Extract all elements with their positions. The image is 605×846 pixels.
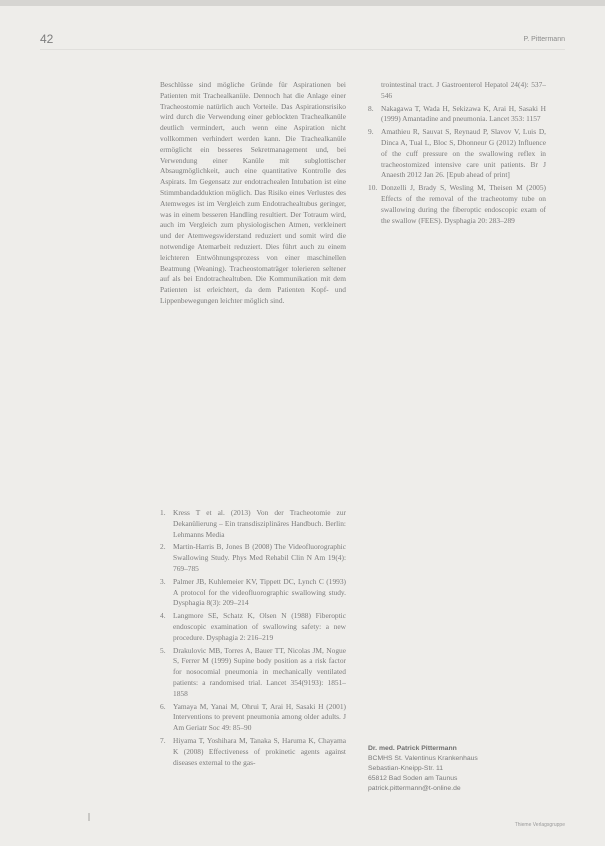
reference-number: 9. xyxy=(368,127,374,137)
header-bar xyxy=(0,0,605,6)
reference-text: Nakagawa T, Wada H, Sekizawa K, Arai H, Sasaki H (1999) Amantadine and pneumonia. Lancet 353: 1157 xyxy=(381,103,546,124)
reference-text: Palmer JB, Kuhlemeier KV, Tippett DC, Lynch C (1993) A protocol for the videofluorographic swallowing study. Dysphagia 8(3): 209–214 xyxy=(173,576,346,608)
footer-mark xyxy=(88,813,90,821)
author-address-line: BCMHS St. Valentinus Krankenhaus xyxy=(368,755,478,762)
reference-item xyxy=(160,577,346,609)
reference-number: 3. xyxy=(160,576,166,586)
author-address-line: patrick.pittermann@t-online.de xyxy=(368,785,461,792)
reference-text: Yamaya M, Yanai M, Ohrui T, Arai H, Sasaki H (2001) Interventions to prevent pneumonia among older adults. J Am Geriatr Soc 49: 85–90 xyxy=(173,701,346,733)
reference-item xyxy=(368,127,546,181)
reference-number: 5. xyxy=(160,645,166,655)
reference-text: Donzelli J, Brady S, Wesling M, Theisen M (2005) Effects of the removal of the tracheotomy tube on swallowing during the fiberoptic endoscopic exam of the swallow (FEES). Dysphagia 20: 283–289 xyxy=(381,183,546,225)
references-list-left xyxy=(160,508,346,768)
reference-number: 10. xyxy=(368,183,378,193)
reference-item xyxy=(368,80,546,102)
reference-text: Hiyama T, Yoshihara M, Tanaka S, Haruma K, Chayama K (2008) Effectiveness of prokinetic agents against diseases external to the gas- xyxy=(173,735,346,767)
author-name: Dr. med. Patrick Pittermann xyxy=(368,745,457,752)
reference-number: 4. xyxy=(160,611,166,621)
reference-text: Drakulovic MB, Torres A, Bauer TT, Nicolas JM, Nogue S, Ferrer M (1999) Supine body position as a risk factor for nosocomial pneumonia in mechanically ventilated patients: a randomised trial. Lancet 354(9193): 1851–1858 xyxy=(173,645,346,698)
author-address-block xyxy=(368,744,548,794)
running-head: P. Pittermann xyxy=(523,36,565,43)
body-text-column xyxy=(160,80,346,307)
reference-item xyxy=(160,646,346,700)
reference-number: 8. xyxy=(368,103,374,113)
author-address-lines xyxy=(368,754,548,794)
reference-number: 6. xyxy=(160,701,166,711)
reference-text: Langmore SE, Schatz K, Olsen N (1988) Fiberoptic endoscopic examination of swallowing safety: a new procedure. Dysphagia 2: 216–219 xyxy=(173,611,346,642)
footer-text: Thieme Verlagsgruppe xyxy=(514,822,565,828)
references-right-column xyxy=(368,80,546,228)
reference-item xyxy=(160,508,346,540)
reference-text: trointestinal tract. J Gastroenterol Hepatol 24(4): 537–546 xyxy=(381,80,546,100)
reference-text: Amathieu R, Sauvat S, Reynaud P, Slavov V, Luis D, Dinca A, Tual L, Bloc S, Dhonneur G (2012) Influence of the cuff pressure on the swallowing reflex in tracheostomized intensive care unit patients. Br J Anaesth 2012 Jan 26. [Epub ahead of print] xyxy=(381,127,546,180)
body-paragraph: Beschlüsse sind mögliche Gründe für Aspirationen bei Patienten mit Trachealkanüle. Dennoch hat die Anlage einer Tracheostomie natürlich auch Vorteile. Das Aspirationsrisiko wird durch die Verwendung einer geblockten Trachealkanüle deutlich vermindert, auch wenn eine Aspiration nicht vollkommen verhindert werden kann. Die Trachealkanüle ermöglicht ein besseres Sekretmanagement und, bei Verwendung einer Kanüle mit subglottischer Absaugmöglichkeit, auch eine quantitative Kontrolle des Aspirats. Im Gegensatz zur endotrachealen Intubation ist eine Stimmbandadduktion möglich. Das Risiko eines Verlustes des Atemweges ist im Vergleich zum Endotrachealtubus geringer, was in einem besseren Handling resultiert. Der Totraum wird, auch im Vergleich zum physiologischen Atmen, verkleinert und der Atemwegswiderstand reduziert und somit wird die notwendige Atemarbeit reduziert. Dies führt auch zu einem leichteren Entwöhnungsprozess von einer maschinellen Beatmung (Weaning). Tracheostomaträger tolerieren seltener auf als bei Endotrachealtuben. Die Kommunikation mit dem Patienten ist erleichtert, da dem Patienten Kopf- und Lippenbewegungen leichter möglich sind. xyxy=(160,80,346,305)
reference-item xyxy=(368,104,546,126)
reference-number: 7. xyxy=(160,735,166,745)
reference-text: Martin-Harris B, Jones B (2008) The Videofluorographic Swallowing Study. Phys Med Rehabil Clin N Am 19(4): 769–785 xyxy=(173,542,346,573)
reference-item xyxy=(160,702,346,734)
reference-item xyxy=(368,183,546,226)
page-number: 42 xyxy=(40,32,54,46)
author-address-line: Sebastian-Kneipp-Str. 11 xyxy=(368,765,444,772)
reference-number: 2. xyxy=(160,542,166,552)
references-left-column xyxy=(160,508,346,770)
reference-number: 1. xyxy=(160,508,166,517)
reference-item xyxy=(160,736,346,768)
header-rule xyxy=(40,49,565,50)
author-address-line: 65812 Bad Soden am Taunus xyxy=(368,775,458,782)
reference-item xyxy=(160,611,346,643)
references-list-right xyxy=(368,80,546,226)
reference-text: Kress T et al. (2013) Von der Tracheotomie zur Dekanülierung – Ein transdisziplinäres Handbuch. Berlin: Lehmanns Media xyxy=(173,508,346,539)
reference-item xyxy=(160,542,346,574)
